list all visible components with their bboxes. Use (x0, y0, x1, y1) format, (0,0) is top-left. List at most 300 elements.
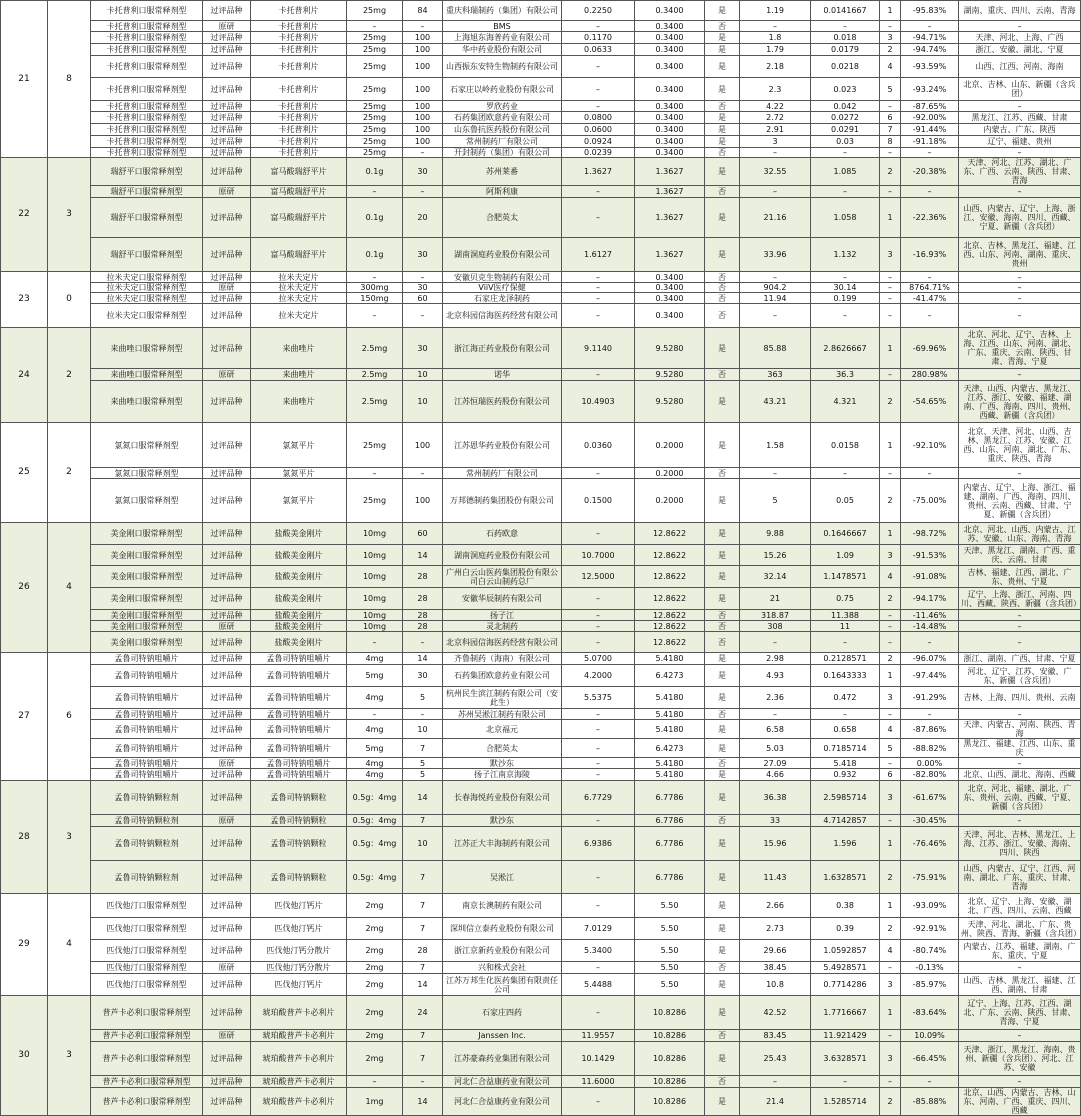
company-cell: 开封制药（集团）有限公司 (443, 148, 562, 158)
ref-price-cell: 9.5280 (635, 369, 705, 381)
rank-cell: – (880, 272, 901, 283)
company-cell: 北京科园信海医药经营有限公司 (443, 632, 562, 653)
spec-cell: 25mg (347, 148, 403, 158)
unit-price-cell: 0.042 (811, 101, 880, 112)
selected-cell: 是 (705, 588, 740, 610)
bid-price-cell: – (562, 720, 635, 739)
rank-cell: 4 (880, 566, 901, 588)
region-cell: 辽宁、上海、江苏、江西、湖北、广东、云南、陕西、甘肃、青海、宁夏 (959, 996, 1081, 1030)
selected-cell: 否 (705, 21, 740, 32)
spec-cell: – (347, 21, 403, 32)
selected-cell: 否 (705, 304, 740, 328)
region-cell: 北京、河北、山西、内蒙古、江苏、安徽、山东、海南、青海 (959, 523, 1081, 545)
selected-cell: 是 (705, 479, 740, 523)
bid-price-cell: – (562, 1088, 635, 1116)
type-cell: 过评品种 (203, 44, 251, 56)
spec-cell: 25mg (347, 124, 403, 136)
bid-price-cell: 10.4903 (562, 381, 635, 423)
table-row (1, 720, 1081, 739)
rank-cell: 1 (880, 328, 901, 369)
category-cell: 瑞舒平口服常释剂型 (91, 198, 203, 238)
ref-price-cell: 12.8622 (635, 545, 705, 566)
company-cell: 江苏恩华药业股份有限公司 (443, 423, 562, 468)
company-cell: 湖南洞庭药业股份有限公司 (443, 238, 562, 272)
table-row (1, 588, 1081, 610)
change-cell: -85.88% (901, 1088, 959, 1116)
total-price-cell: 29.66 (740, 940, 811, 962)
category-cell: 美金刚口服常释剂型 (91, 523, 203, 545)
unit-price-cell: 0.03 (811, 136, 880, 148)
company-cell: 重庆科瑞制药（集团）有限公司 (443, 1, 562, 21)
selected-cell: 是 (705, 940, 740, 962)
region-cell: 北京、河北、福建、湖北、广东、贵州、云南、西藏、宁夏、新疆（含兵团） (959, 781, 1081, 815)
drug-name-cell: 盐酸美金刚片 (251, 545, 347, 566)
table-row (1, 974, 1081, 996)
rank-cell: 6 (880, 112, 901, 124)
company-cell: 湖南洞庭药业股份有限公司 (443, 545, 562, 566)
selected-cell: 否 (705, 283, 740, 293)
bid-price-cell: 0.1500 (562, 479, 635, 523)
pack-cell: 14 (403, 974, 443, 996)
region-cell: 内蒙古、江苏、福建、湖南、广东、重庆、宁夏 (959, 940, 1081, 962)
ref-price-cell: 9.5280 (635, 328, 705, 369)
company-cell: 罗欣药业 (443, 101, 562, 112)
spec-cell: 0.5g：4mg (347, 815, 403, 827)
type-cell: 过评品种 (203, 566, 251, 588)
company-cell: 北京福元 (443, 720, 562, 739)
type-cell: 过评品种 (203, 709, 251, 720)
table-row (1, 44, 1081, 56)
ref-price-cell: 5.50 (635, 962, 705, 974)
region-cell: 北京、河北、辽宁、吉林、上海、江西、山东、河南、湖北、广东、重庆、云南、陕西、甘肃、青海、宁夏 (959, 328, 1081, 369)
table-row (1, 894, 1081, 918)
group-number-cell: 23 (1, 272, 48, 328)
pack-cell: 100 (403, 479, 443, 523)
pack-cell: 10 (403, 827, 443, 861)
region-cell: 内蒙古、广东、陕西 (959, 124, 1081, 136)
unit-price-cell: 3.6328571 (811, 1042, 880, 1076)
total-price-cell: 3 (740, 136, 811, 148)
ref-price-cell: 1.3627 (635, 186, 705, 198)
change-cell: 280.98% (901, 369, 959, 381)
table-row (1, 610, 1081, 621)
spec-cell: 2mg (347, 1042, 403, 1076)
change-cell: -97.44% (901, 665, 959, 687)
ref-price-cell: 0.3400 (635, 101, 705, 112)
category-cell: 孟鲁司特钠咀嚼片 (91, 769, 203, 781)
table-row (1, 328, 1081, 369)
region-cell: 吉林、上海、四川、贵州、云南 (959, 687, 1081, 709)
change-cell: -41.47% (901, 293, 959, 304)
unit-price-cell: 0.199 (811, 293, 880, 304)
pack-cell: 14 (403, 545, 443, 566)
spec-cell: 2mg (347, 894, 403, 918)
drug-name-cell: 卡托普利片 (251, 32, 347, 44)
spec-cell: 25mg (347, 78, 403, 101)
pack-cell: 14 (403, 1088, 443, 1116)
pack-cell: – (403, 1076, 443, 1088)
drug-name-cell: 孟鲁司特钠颗粒 (251, 781, 347, 815)
company-cell: 阿斯利康 (443, 186, 562, 198)
rank-cell: – (880, 610, 901, 621)
ref-price-cell: 5.50 (635, 918, 705, 940)
drug-name-cell: 孟鲁司特钠咀嚼片 (251, 758, 347, 769)
selected-cell: 否 (705, 632, 740, 653)
table-row (1, 769, 1081, 781)
total-price-cell: 2.36 (740, 687, 811, 709)
unit-price-cell: – (811, 148, 880, 158)
selected-cell: 否 (705, 186, 740, 198)
group-number-cell: 30 (1, 996, 48, 1116)
drug-name-cell: 富马酸瑞舒平片 (251, 198, 347, 238)
selected-cell: 是 (705, 781, 740, 815)
category-cell: 普芦卡必利口服常释剂型 (91, 1030, 203, 1042)
type-cell: 过评品种 (203, 665, 251, 687)
change-cell: -93.09% (901, 894, 959, 918)
selected-cell: 是 (705, 687, 740, 709)
table-row (1, 632, 1081, 653)
type-cell: 过评品种 (203, 479, 251, 523)
company-cell: 默沙东 (443, 758, 562, 769)
company-cell: 上海旭东海普药业有限公司 (443, 32, 562, 44)
company-cell: 河北仁合益康药业有限公司 (443, 1076, 562, 1088)
table-row (1, 665, 1081, 687)
table-row (1, 861, 1081, 894)
total-price-cell: 5 (740, 479, 811, 523)
total-price-cell: 32.14 (740, 566, 811, 588)
change-cell: -95.83% (901, 1, 959, 21)
table-row (1, 1042, 1081, 1076)
pack-cell: 10 (403, 381, 443, 423)
pack-cell: 7 (403, 1042, 443, 1076)
table-row (1, 545, 1081, 566)
rank-cell: 2 (880, 44, 901, 56)
selected-cell: 否 (705, 758, 740, 769)
table-row (1, 739, 1081, 758)
ref-price-cell: 0.3400 (635, 293, 705, 304)
drug-name-cell: 匹伐他汀钙分散片 (251, 962, 347, 974)
spec-cell: 0.1g (347, 198, 403, 238)
type-cell: 原研 (203, 962, 251, 974)
rank-cell: 2 (880, 1088, 901, 1116)
company-cell: ViiV医疗保健 (443, 283, 562, 293)
rank-cell: 2 (880, 588, 901, 610)
table-row (1, 918, 1081, 940)
change-cell: -83.64% (901, 996, 959, 1030)
pack-cell: 30 (403, 665, 443, 687)
region-cell: – (959, 1076, 1081, 1088)
ref-price-cell: 0.3400 (635, 148, 705, 158)
total-price-cell: 1.79 (740, 44, 811, 56)
table-row (1, 56, 1081, 78)
rank-cell: – (880, 1030, 901, 1042)
change-cell: -91.29% (901, 687, 959, 709)
region-cell: – (959, 186, 1081, 198)
region-cell: 天津、浙江、黑龙江、海南、贵州、新疆（含兵团）、河北、江苏、安徽 (959, 1042, 1081, 1076)
type-cell: 过评品种 (203, 468, 251, 479)
table-body (1, 1, 1081, 1116)
table-row (1, 709, 1081, 720)
change-cell: -16.93% (901, 238, 959, 272)
drug-name-cell: 盐酸美金刚片 (251, 523, 347, 545)
type-cell: 过评品种 (203, 328, 251, 369)
group-count-cell: 2 (48, 328, 91, 423)
total-price-cell: – (740, 304, 811, 328)
bid-price-cell: – (562, 56, 635, 78)
unit-price-cell: 0.38 (811, 894, 880, 918)
total-price-cell: 32.55 (740, 158, 811, 186)
ref-price-cell: 0.3400 (635, 304, 705, 328)
pack-cell: 20 (403, 198, 443, 238)
region-cell: – (959, 304, 1081, 328)
category-cell: 美金刚口服常释剂型 (91, 621, 203, 632)
rank-cell: 1 (880, 523, 901, 545)
ref-price-cell: 0.3400 (635, 112, 705, 124)
type-cell: 过评品种 (203, 523, 251, 545)
table-row (1, 468, 1081, 479)
company-cell: Janssen Inc. (443, 1030, 562, 1042)
change-cell: – (901, 709, 959, 720)
unit-price-cell: 0.1643333 (811, 665, 880, 687)
pack-cell: 7 (403, 861, 443, 894)
rank-cell: 1 (880, 1, 901, 21)
type-cell: 原研 (203, 369, 251, 381)
category-cell: 孟鲁司特钠咀嚼片 (91, 665, 203, 687)
ref-price-cell: 6.7786 (635, 827, 705, 861)
total-price-cell: 85.88 (740, 328, 811, 369)
company-cell: 浙江京新药业股份有限公司 (443, 940, 562, 962)
ref-price-cell: 12.8622 (635, 621, 705, 632)
company-cell: 河北仁合益康药业有限公司 (443, 1088, 562, 1116)
type-cell: 过评品种 (203, 136, 251, 148)
region-cell: – (959, 1030, 1081, 1042)
pack-cell: 10 (403, 369, 443, 381)
category-cell: 拉米夫定口服常释剂型 (91, 272, 203, 283)
rank-cell: – (880, 369, 901, 381)
total-price-cell: 4.22 (740, 101, 811, 112)
total-price-cell: 11.43 (740, 861, 811, 894)
bid-price-cell: – (562, 758, 635, 769)
unit-price-cell: – (811, 304, 880, 328)
type-cell: 过评品种 (203, 423, 251, 468)
unit-price-cell: 1.085 (811, 158, 880, 186)
drug-name-cell: 卡托普利片 (251, 56, 347, 78)
bid-price-cell: – (562, 78, 635, 101)
total-price-cell: 904.2 (740, 283, 811, 293)
change-cell: -91.53% (901, 545, 959, 566)
table-row (1, 1088, 1081, 1116)
drug-name-cell: 富马酸瑞舒平片 (251, 158, 347, 186)
unit-price-cell: 0.0141667 (811, 1, 880, 21)
rank-cell: 2 (880, 861, 901, 894)
region-cell: 天津、河北、江苏、湖北、广东、广西、云南、陕西、甘肃、青海 (959, 158, 1081, 186)
selected-cell: 是 (705, 1, 740, 21)
change-cell: – (901, 148, 959, 158)
total-price-cell: – (740, 21, 811, 32)
table-row (1, 186, 1081, 198)
bid-price-cell: – (562, 369, 635, 381)
company-cell: 北京科园信海医药经营有限公司 (443, 304, 562, 328)
spec-cell: 5mg (347, 739, 403, 758)
type-cell: 过评品种 (203, 124, 251, 136)
bid-price-cell: – (562, 523, 635, 545)
company-cell: 江苏豪森药业集团有限公司 (443, 1042, 562, 1076)
table-row (1, 653, 1081, 665)
total-price-cell: 11.94 (740, 293, 811, 304)
region-cell: – (959, 621, 1081, 632)
company-cell: 万邦德制药集团股份有限公司 (443, 479, 562, 523)
total-price-cell: 38.45 (740, 962, 811, 974)
pack-cell: 84 (403, 1, 443, 21)
region-cell: 山西、内蒙古、辽宁、江西、河南、湖北、广东、重庆、甘肃、青海 (959, 861, 1081, 894)
region-cell: 湖南、重庆、四川、云南、青海 (959, 1, 1081, 21)
company-cell: 石家庄四药 (443, 996, 562, 1030)
group-count-cell: 8 (48, 1, 91, 158)
total-price-cell: 5.03 (740, 739, 811, 758)
category-cell: 卡托普利口服常释剂型 (91, 101, 203, 112)
spec-cell: 2mg (347, 940, 403, 962)
rank-cell: – (880, 148, 901, 158)
total-price-cell: 83.45 (740, 1030, 811, 1042)
table-row (1, 124, 1081, 136)
drug-name-cell: 来曲唑片 (251, 381, 347, 423)
drug-name-cell: 氯氮平片 (251, 468, 347, 479)
category-cell: 孟鲁司特钠咀嚼片 (91, 739, 203, 758)
drug-name-cell: 孟鲁司特钠咀嚼片 (251, 653, 347, 665)
selected-cell: 是 (705, 423, 740, 468)
rank-cell: – (880, 468, 901, 479)
pack-cell: 100 (403, 44, 443, 56)
company-cell: 深圳信立泰药业股份有限公司 (443, 918, 562, 940)
bid-price-cell: 7.0129 (562, 918, 635, 940)
change-cell: -80.74% (901, 940, 959, 962)
change-cell: -0.13% (901, 962, 959, 974)
rank-cell: 3 (880, 687, 901, 709)
company-cell: 石药集团欧意药业有限公司 (443, 665, 562, 687)
table-row (1, 479, 1081, 523)
group-count-cell: 6 (48, 653, 91, 781)
rank-cell: – (880, 621, 901, 632)
unit-price-cell: 11 (811, 621, 880, 632)
category-cell: 孟鲁司特钠咀嚼片 (91, 758, 203, 769)
drug-name-cell: 卡托普利片 (251, 124, 347, 136)
table-row (1, 101, 1081, 112)
unit-price-cell: – (811, 186, 880, 198)
pack-cell: – (403, 148, 443, 158)
spec-cell: 0.5g：4mg (347, 861, 403, 894)
category-cell: 卡托普利口服常释剂型 (91, 56, 203, 78)
drug-name-cell: 琥珀酸普芦卡必利片 (251, 1088, 347, 1116)
unit-price-cell: 1.7716667 (811, 996, 880, 1030)
selected-cell: 是 (705, 894, 740, 918)
category-cell: 氯氮口服常释剂型 (91, 479, 203, 523)
category-cell: 卡托普利口服常释剂型 (91, 44, 203, 56)
type-cell: 原研 (203, 186, 251, 198)
spec-cell: 2mg (347, 1030, 403, 1042)
bid-price-cell: – (562, 621, 635, 632)
drug-name-cell: 氯氮平片 (251, 479, 347, 523)
rank-cell: – (880, 1076, 901, 1088)
rank-cell: 3 (880, 238, 901, 272)
type-cell: 原研 (203, 758, 251, 769)
total-price-cell: – (740, 148, 811, 158)
rank-cell: – (880, 962, 901, 974)
company-cell: 苏州吴淞江制药有限公司 (443, 709, 562, 720)
spec-cell: 2mg (347, 974, 403, 996)
table-row (1, 962, 1081, 974)
table-row (1, 815, 1081, 827)
region-cell: 辽宁、福建、贵州 (959, 136, 1081, 148)
spec-cell: 0.1g (347, 238, 403, 272)
total-price-cell: – (740, 1076, 811, 1088)
region-cell: 北京、天津、河北、山西、吉林、黑龙江、江苏、安徽、江西、山东、河南、湖北、广东、重庆、陕西、青海 (959, 423, 1081, 468)
total-price-cell: 21 (740, 588, 811, 610)
selected-cell: 否 (705, 962, 740, 974)
change-cell: -11.46% (901, 610, 959, 621)
ref-price-cell: 0.3400 (635, 283, 705, 293)
spec-cell: 25mg (347, 423, 403, 468)
drug-name-cell: 卡托普利片 (251, 101, 347, 112)
unit-price-cell: 0.0291 (811, 124, 880, 136)
pack-cell: 100 (403, 101, 443, 112)
selected-cell: 是 (705, 1088, 740, 1116)
total-price-cell: – (740, 632, 811, 653)
type-cell: 过评品种 (203, 653, 251, 665)
company-cell: 长春海悦药业股份有限公司 (443, 781, 562, 815)
spec-cell: 10mg (347, 566, 403, 588)
selected-cell: 否 (705, 815, 740, 827)
bid-price-cell: 1.6127 (562, 238, 635, 272)
company-cell: 江苏恒瑞医药股份有限公司 (443, 381, 562, 423)
pack-cell: 7 (403, 918, 443, 940)
rank-cell: 3 (880, 974, 901, 996)
bid-price-cell: – (562, 186, 635, 198)
group-count-cell: 2 (48, 423, 91, 523)
ref-price-cell: 6.4273 (635, 739, 705, 758)
table-row (1, 198, 1081, 238)
category-cell: 孟鲁司特钠颗粒剂 (91, 781, 203, 815)
region-cell: – (959, 468, 1081, 479)
drug-name-cell: 富马酸瑞舒平片 (251, 238, 347, 272)
pack-cell: 100 (403, 112, 443, 124)
unit-price-cell: 36.3 (811, 369, 880, 381)
pack-cell: 28 (403, 940, 443, 962)
spec-cell: 25mg (347, 136, 403, 148)
pack-cell: 100 (403, 136, 443, 148)
rank-cell: 3 (880, 1042, 901, 1076)
table-row (1, 621, 1081, 632)
category-cell: 氯氮口服常释剂型 (91, 423, 203, 468)
spec-cell: 0.1g (347, 158, 403, 186)
change-cell: -91.18% (901, 136, 959, 148)
unit-price-cell: – (811, 272, 880, 283)
region-cell: 北京、吉林、山东、新疆（含兵团） (959, 78, 1081, 101)
table-row (1, 758, 1081, 769)
total-price-cell: 363 (740, 369, 811, 381)
bid-price-cell: 0.1170 (562, 32, 635, 44)
drug-name-cell: 氯氮平片 (251, 423, 347, 468)
drug-name-cell: 卡托普利片 (251, 44, 347, 56)
table-row (1, 158, 1081, 186)
type-cell: 过评品种 (203, 861, 251, 894)
selected-cell: 是 (705, 861, 740, 894)
ref-price-cell: 0.3400 (635, 78, 705, 101)
category-cell: 卡托普利口服常释剂型 (91, 21, 203, 32)
type-cell: 原研 (203, 21, 251, 32)
type-cell: 过评品种 (203, 381, 251, 423)
spec-cell: 10mg (347, 523, 403, 545)
region-cell: 北京、辽宁、上海、安徽、湖北、广西、四川、云南、西藏 (959, 894, 1081, 918)
